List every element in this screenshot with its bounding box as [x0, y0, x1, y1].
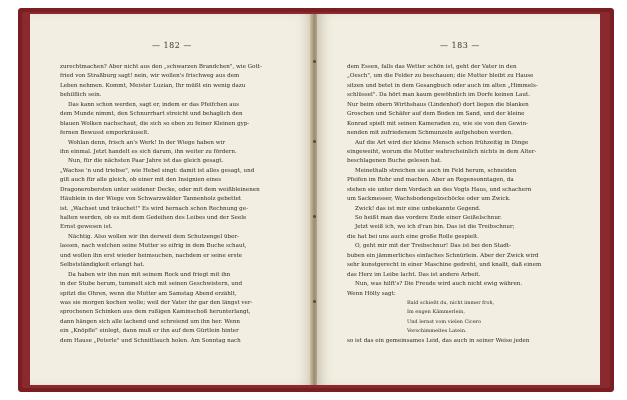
text-line: nenden mit zufriedenem Schmunzeln aufgehoben werden. — [347, 130, 513, 137]
text-line: lassen, nach welchen seine Mutter so eifrig in dem Buche schaut, — [60, 243, 247, 250]
text-line: Selbstständigkeit erlangt hat. — [60, 262, 145, 269]
right-page-text — [347, 63, 595, 346]
binding-stitch — [313, 60, 316, 63]
text-line: so ist das ein gemeinsames Leid, das auch in seiner Weise jeden — [347, 337, 530, 344]
text-line: Da haben wir ihn nun mit seinem Rock und friegt mit ihn — [68, 271, 231, 278]
text-line: dem Hause „Peterle" und Schnittlauch holen. Am Sonntag nach — [60, 337, 241, 344]
text-line: Jetzt weiß ich, wo ich d'ran bin. Das ist die Treibschnur; — [355, 224, 515, 231]
text-line: Nun, für die nächsten Paar Jahre ist das gleich gesagt. — [68, 158, 224, 165]
text-line: ist. „Wachset und träuchet!" Es wird hernach schon Rechnung ge- — [60, 205, 248, 212]
text-line: Verschimmeltes Latein. — [407, 328, 467, 335]
text-line: Dragonerobersten unter seidener Decke, oder mit dem weißbleinenen — [60, 186, 260, 193]
text-line: eingeweiht, worum die Mutter wahrscheinlich nichts in dem Alter- — [347, 148, 537, 155]
text-line: das Herz im Leibe lacht. Das ist andere Arbeit. — [347, 271, 481, 278]
text-line: Häublein in der Wiege von Schwarzwälder Tannenholz gebettet — [60, 196, 242, 203]
binding-stitch — [313, 300, 316, 303]
text-line: „Oesch", um die Felder zu beschauen; die Mutter bleibt zu Hause — [347, 73, 534, 80]
text-line: halten werden, ob es mit dem Gedeihen des Leibes und der Seele — [60, 215, 247, 221]
text-line: spitzt die Ohren, wenn die Mutter am Samstag Abend erzählt, — [60, 290, 237, 297]
left-page — [30, 14, 312, 385]
text-line: beschlagenen Buche gelesen hat. — [347, 158, 442, 165]
text-line: Ernst gewesen ist. — [60, 224, 113, 231]
text-line: dem Essen, falls das Wetter schön ist, geht der Vater in den — [347, 64, 517, 70]
text-line: dem Munde nimmt, den Schnurrbart streicht und behaglich den — [60, 111, 243, 118]
left-page-text — [60, 63, 307, 346]
text-line: Konrad spielt mit seinen Kameraden zu, wie sie von den Gewin- — [347, 120, 529, 127]
text-line: Leben nehmen. Kommt, Meister Luzian, Ihr müßt ein wenig dazu — [60, 82, 246, 89]
text-line: zurechtmachen? Aber nicht aus den „schwarzen Brandchen", wie Gott- — [60, 64, 262, 70]
text-line: Und lernst vom vielen Cicero — [407, 318, 482, 325]
text-line: So heißt man das vordere Ende einer Geißelschnur. — [355, 215, 502, 221]
text-line: um Sackmesser, Wachsbodengelzschöcke oder um Zwick. — [347, 196, 511, 203]
text-line: Nun, was hilft's? Die Freude wird auch nicht ewig währen. — [355, 281, 523, 288]
text-line: ihn einmal. Jetzt handelt es sich darum, ihn weiter zu fördern. — [60, 148, 237, 155]
text-line: Wenn Hölty sagt: — [347, 290, 396, 297]
text-line: Pfeifen im Rohr und machen. Aber an Regensonntagen, da — [347, 177, 514, 184]
left-page-number: — 182 — — [152, 41, 192, 50]
text-line: und wollen ihn erst wieder heimsuchen, nachdem er seine erste — [60, 252, 243, 259]
text-line: „Wachse 'n und triebse", wie Hebel singt: damit ist alles gesagt, und — [60, 167, 255, 174]
text-line: fried von Straßburg sagt! nein, wir wollen's frischweg aus dem — [60, 73, 240, 80]
text-line: Wohlan denn, frisch an's Werk! In der Wiege haben wir — [68, 139, 226, 146]
text-line: sitzen und betet in dem Gesangbuch oder auch im alten „Himmels- — [347, 82, 538, 89]
text-line: ein „Knöpfle" einlegt, dann muß er ihn auf dem Gürtlein hinter — [60, 328, 239, 335]
text-line: in der Stube herum, tummelt sich mit seinen Geschwistern, und — [60, 281, 243, 288]
right-page — [317, 14, 600, 385]
text-line: behilflich sein. — [60, 92, 102, 99]
right-page-number: — 183 — — [440, 41, 480, 50]
binding-stitch — [313, 140, 316, 143]
text-line: Bald schießt du, nicht immer froh, — [407, 299, 495, 306]
text-line: stehen sie unter dem Vordach an des Vogts Haus, und schachern — [347, 186, 532, 193]
text-line: Nächtig. Also wollen wir ihn derweil dem Schutzengel über- — [68, 233, 239, 240]
text-line: Das kann schon werden, sagt er, indem er das Pfeifchen aus — [68, 101, 240, 108]
text-line: schlüssel". Da hört man kaum gewöhnlich im Dorfe keinen Laut. — [347, 92, 531, 99]
text-line: was sie morgen kochen wolle; weil der Vater ihr gar den längst ver- — [60, 299, 253, 306]
text-line: Nur beim obern Wirthshaus (Lindenhof) dort liegen die blanken — [347, 101, 529, 108]
text-line: Meinethalb streichen sie auch im Feld herum, schneiden — [355, 167, 517, 174]
text-line: buben ein jämmerliches einfaches Schnürlein. Aber der Zwick wird — [347, 252, 539, 259]
text-line: Im engen Kämmerlein, — [407, 309, 465, 316]
text-line: Auf die Art wird der kleine Mensch schon frühzeitig in Dinge — [355, 139, 529, 146]
text-line: sehr kunstgerecht in einer Maschine gedreht, und knallt, daß einem — [347, 262, 542, 269]
text-line: fernen Bewusst emporkräuselt. — [60, 130, 150, 137]
text-line: sprochenen Schinken aus dem rußigen Kaminschoß herunterlangt, — [60, 309, 251, 316]
binding-stitch — [313, 215, 316, 218]
text-line: O, geht mir mit der Treibschnur! Das ist bei den Stadt- — [355, 243, 511, 250]
text-line: Groschen und Schäfer auf dem Boden im Sand, und der kleine — [347, 111, 525, 118]
text-line: blauen Wolken nachschaut, die sich so eben zu feiner Kleinen gyp- — [60, 120, 250, 127]
text-line: gilt auch für alle gleich, ob einer mit den Insignien eines — [60, 177, 222, 184]
text-line: dann hängen sich alle lachend und schreiend um ihn her. Wenn — [60, 318, 241, 325]
text-line: die hat bei uns auch eine große Rolle gespielt. — [347, 233, 479, 240]
text-line: Zwick! das ist mir eine unbekannte Gegend. — [355, 205, 481, 212]
